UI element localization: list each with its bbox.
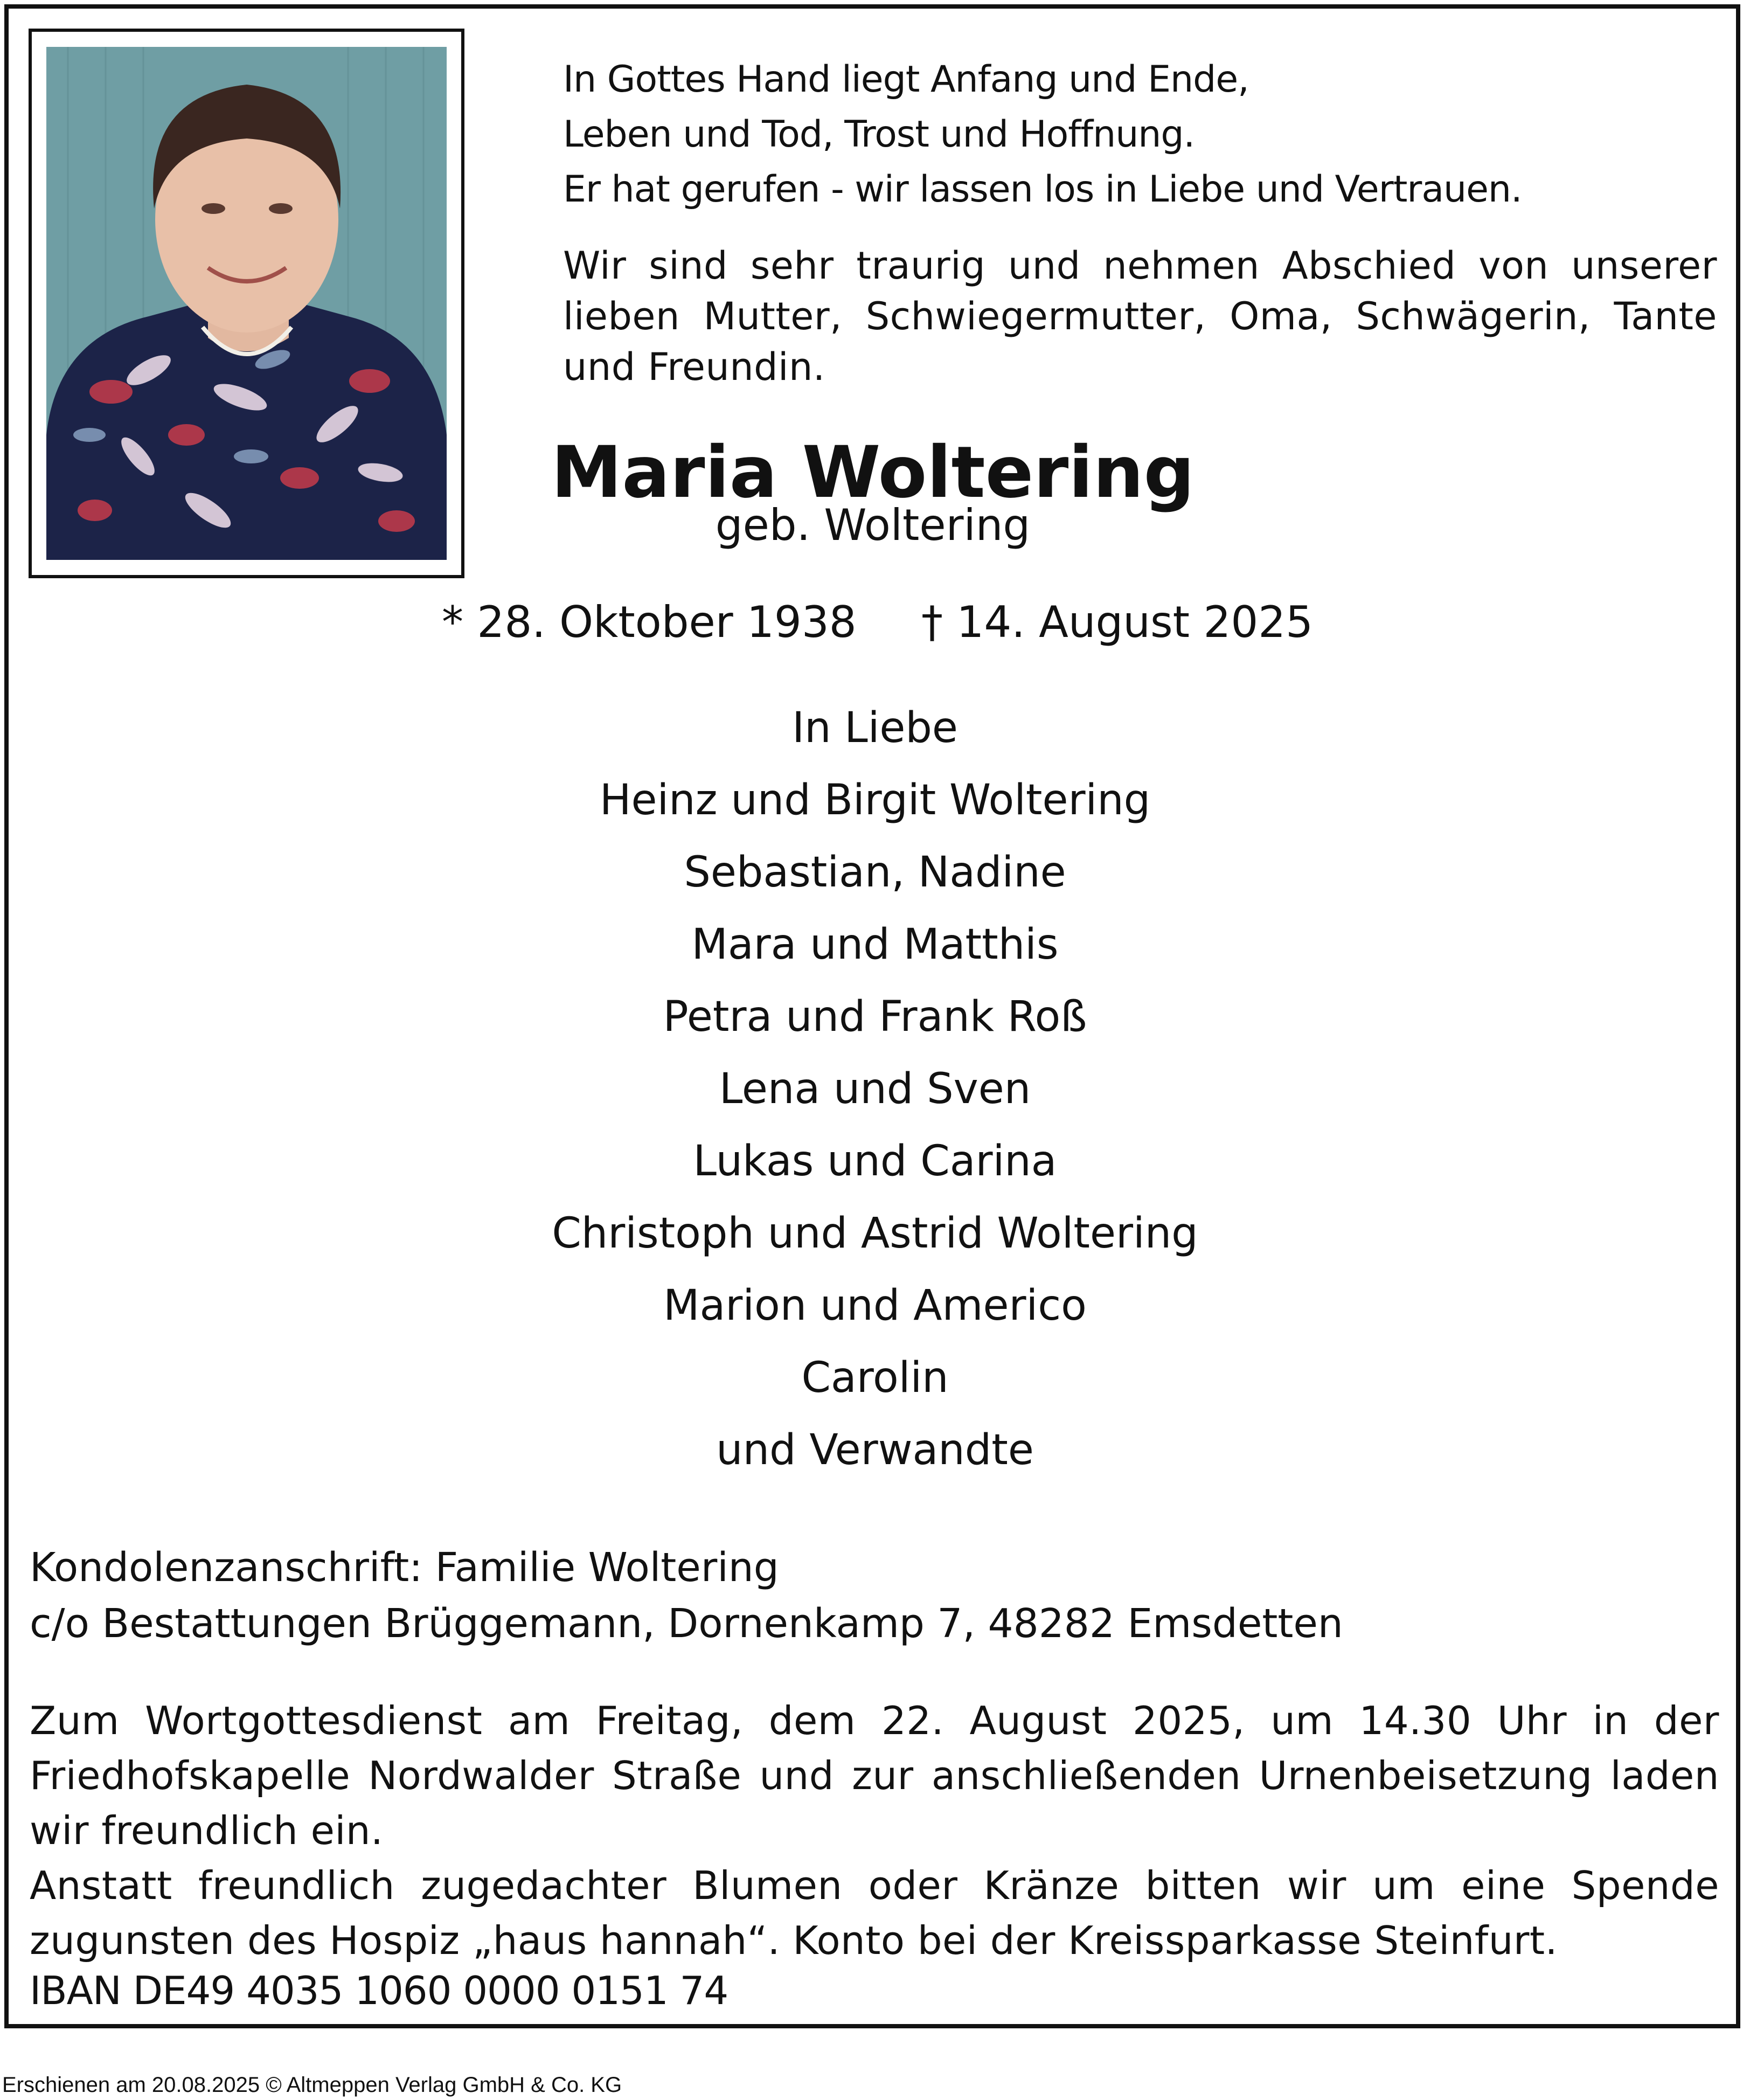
mourner-line: Petra und Frank Roß [663, 993, 1087, 1041]
maiden-name: geb. Woltering [715, 500, 1031, 550]
mourner-line: Carolin [801, 1354, 949, 1402]
poem-line-2: Leben und Tod, Trost und Hoffnung. [563, 113, 1195, 156]
mourner-line: Sebastian, Nadine [684, 848, 1066, 897]
mourner-line: und Verwandte [716, 1426, 1034, 1474]
birth-date: * 28. Oktober 1938 [442, 597, 857, 647]
mourner-line: Lena und Sven [719, 1065, 1031, 1113]
farewell-text: Wir sind sehr traurig und nehmen Abschied von unserer lieben Mutter, Schwiegermutter, Oma, Schwägerin, Tante und Freundin. [563, 244, 1717, 389]
mourner-line: Heinz und Birgit Woltering [599, 776, 1151, 824]
iban: IBAN DE49 4035 1060 0000 0151 74 [30, 1968, 728, 2013]
poem-line-3: Er hat gerufen - wir lassen los in Liebe und Vertrauen. [563, 168, 1522, 211]
mourner-line: Marion und Americo [663, 1281, 1087, 1330]
mourner-line: Mara und Matthis [691, 920, 1059, 969]
publication-footer: Erschienen am 20.08.2025 © Altmeppen Verlag GmbH & Co. KG [2, 2073, 622, 2097]
mourner-line: Christoph und Astrid Woltering [552, 1209, 1198, 1258]
deceased-name: Maria Woltering [551, 431, 1195, 514]
service-text: Zum Wortgottesdienst am Freitag, dem 22. August 2025, um 14.30 Uhr in der Friedhofskapelle Nordwalder Straße und zur anschließenden Urnenbeisetzung laden wir freundlich ein. [30, 1698, 1719, 1853]
condolence-address-line-2: c/o Bestattungen Brüggemann, Dornenkamp 7, 48282 Emsdetten [30, 1600, 1343, 1647]
death-date: † 14. August 2025 [921, 597, 1314, 647]
mourner-line: In Liebe [792, 704, 958, 752]
donation-text: Anstatt freundlich zugedachter Blumen oder Kränze bitten wir um eine Spende zugunsten des Hospiz „haus hannah“. Konto bei der Kreissparkasse Steinfurt. [30, 1863, 1719, 1963]
poem-line-1: In Gottes Hand liegt Anfang und Ende, [563, 58, 1249, 101]
mourner-line: Lukas und Carina [693, 1137, 1057, 1186]
condolence-address-line-1: Kondolenzanschrift: Familie Woltering [30, 1544, 779, 1591]
